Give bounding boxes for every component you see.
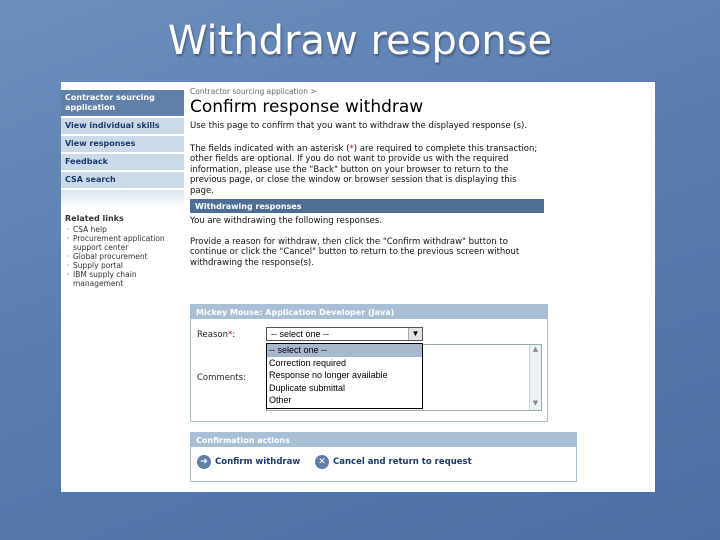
breadcrumb[interactable]: Contractor sourcing application >: [190, 87, 317, 96]
dropdown-option[interactable]: Response no longer available: [269, 370, 388, 380]
reason-selected-value: -- select one --: [271, 329, 330, 339]
nav-item-feedback[interactable]: Feedback: [61, 154, 184, 170]
left-navigation: [61, 90, 184, 480]
nav-item-contractor-sourcing[interactable]: Contractor sourcing application: [61, 90, 184, 116]
related-links-title: Related links: [65, 214, 124, 223]
withdrawing-header: Withdrawing responses: [190, 199, 544, 213]
cancel-button[interactable]: ✕ Cancel and return to request: [315, 455, 472, 469]
dropdown-option[interactable]: Correction required: [269, 357, 347, 368]
close-icon: ✕: [315, 455, 329, 469]
confirmation-actions-header: Confirmation actions: [191, 433, 576, 447]
intro-text: Use this page to confirm that you want to withdraw the displayed response (s).: [190, 121, 528, 131]
chevron-down-icon[interactable]: ▼: [408, 328, 422, 340]
related-link[interactable]: · Supply portal: [67, 261, 123, 270]
nav-divider: [61, 190, 184, 208]
reason-dropdown-list: [266, 343, 423, 409]
withdrawing-text: You are withdrawing the following responses.: [190, 216, 383, 226]
nav-item-view-responses[interactable]: View responses: [61, 136, 184, 152]
response-form-header: Mickey Mouse: Application Developer (Java): [191, 305, 547, 319]
confirm-withdraw-button[interactable]: ➔ Confirm withdraw: [197, 455, 300, 469]
dropdown-option[interactable]: Duplicate submittal: [269, 382, 346, 393]
page-title: Confirm response withdraw: [190, 97, 424, 117]
scroll-up-icon[interactable]: ▲: [532, 345, 539, 353]
comments-scrollbar[interactable]: [529, 345, 541, 410]
slide-title: Withdraw response: [167, 18, 553, 64]
related-link[interactable]: · Global procurement: [67, 252, 148, 261]
reason-select[interactable]: [266, 327, 423, 341]
main-content: [190, 82, 650, 268]
reason-label: Reason*:: [197, 330, 236, 340]
comments-label: Comments:: [197, 373, 246, 383]
required-note: The fields indicated with an asterisk (*) are required to complete this transaction; other fields are optional. If you do not want to provide us with the required information, please use the "Back" button on your browser to return to the previous page, or close the window or browser session that is displaying this page.: [190, 143, 538, 196]
related-link[interactable]: · Procurement application support center: [67, 234, 165, 252]
arrow-right-icon: ➔: [197, 455, 211, 469]
withdraw-instructions: Provide a reason for withdraw, then click the "Confirm withdraw" button to continue or click the "Cancel" button to return to the previous screen without withdrawing the response(s).: [190, 236, 520, 268]
scroll-down-icon[interactable]: ▼: [532, 399, 539, 407]
related-link[interactable]: · IBM supply chain management: [67, 270, 137, 288]
dropdown-option[interactable]: Other: [269, 395, 292, 405]
nav-item-view-skills[interactable]: View individual skills: [61, 118, 184, 134]
nav-item-csa-search[interactable]: CSA search: [61, 172, 184, 188]
dropdown-option[interactable]: -- select one --: [267, 344, 422, 357]
app-screenshot: [61, 82, 655, 492]
related-link[interactable]: · CSA help: [67, 225, 107, 234]
